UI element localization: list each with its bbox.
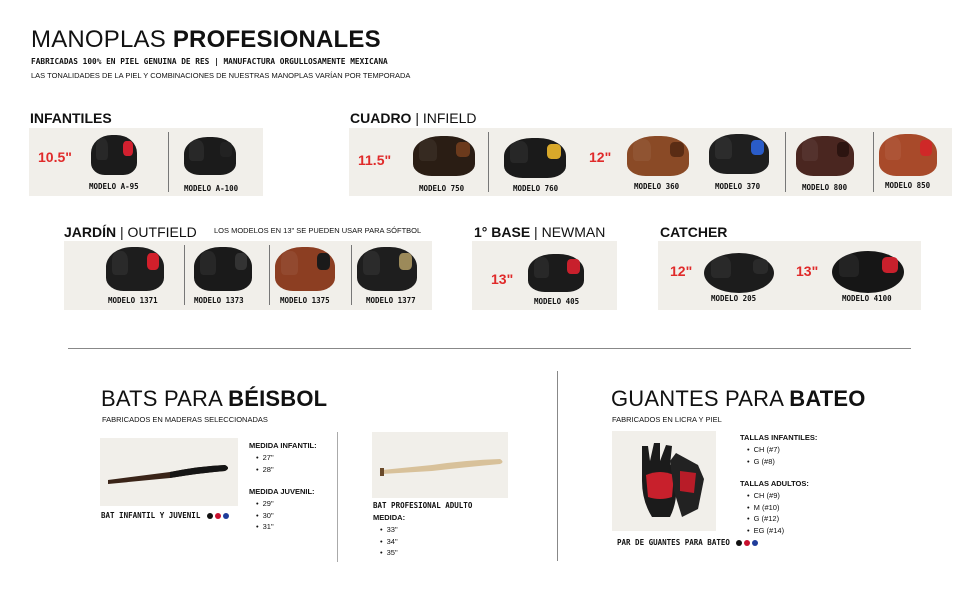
glove-image	[704, 253, 774, 293]
size-item: • 28"	[256, 464, 274, 476]
model-label: MODELO 370	[715, 182, 761, 191]
size-item: • G (#12)	[747, 513, 784, 525]
guantes-title: GUANTES PARA BATEO	[611, 386, 866, 411]
title-bold: PROFESIONALES	[172, 26, 381, 53]
model-label: MODELO 405	[534, 297, 580, 306]
medida-infantil-label: MEDIDA INFANTIL:	[249, 441, 317, 450]
glove-image	[194, 247, 252, 291]
size-item: • 31"	[256, 521, 274, 533]
divider	[184, 245, 185, 305]
medida-juvenil-list	[256, 498, 274, 533]
glove-image	[184, 137, 236, 175]
size-item: • 27"	[256, 452, 274, 464]
tallas-adultos-list	[747, 490, 784, 536]
section-cuadro-heading: CUADRO | INFIELD	[350, 110, 477, 126]
page-subtitle: FABRICADAS 100% EN PIEL GENUINA DE RES | MANUFACTURA ORGULLOSAMENTE MEXICANA	[31, 57, 388, 66]
bat-adulto-image	[372, 432, 508, 498]
glove-image	[275, 247, 335, 291]
guantes-caption: PAR DE GUANTES PARA BATEO	[617, 538, 758, 547]
model-label: MODELO 1371	[108, 296, 158, 305]
medida-adulto-label: MEDIDA:	[373, 513, 406, 522]
divider	[269, 245, 270, 305]
jardin-note: LOS MODELOS EN 13" SE PUEDEN USAR PARA SÓFTBOL	[214, 226, 422, 235]
panel-cuadro	[349, 128, 952, 196]
glove-image	[528, 254, 584, 292]
glove-image	[91, 135, 137, 175]
model-label: MODELO 750	[419, 184, 465, 193]
glove-image	[709, 134, 769, 174]
glove-image	[413, 136, 475, 176]
bat-infantil-caption: BAT INFANTIL Y JUVENIL	[101, 511, 229, 520]
color-swatch-blue	[752, 540, 758, 546]
divider	[351, 245, 352, 305]
size-item: • CH (#7)	[747, 444, 780, 456]
size-item: • 35"	[380, 547, 398, 559]
bats-subtitle: FABRICADOS EN MADERAS SELECCIONADAS	[102, 415, 268, 424]
size-item: • EG (#14)	[747, 525, 784, 537]
model-label: MODELO 760	[513, 184, 559, 193]
tallas-infantiles-label: TALLAS INFANTILES:	[740, 433, 818, 442]
size-label: 13"	[491, 271, 514, 287]
section-jardin-heading: JARDÍN | OUTFIELD	[64, 224, 197, 240]
divider	[873, 132, 874, 192]
divider	[785, 132, 786, 192]
size-label: 11.5"	[358, 152, 392, 168]
model-label: MODELO 850	[885, 181, 931, 190]
size-item: • 33"	[380, 524, 398, 536]
guantes-subtitle: FABRICADOS EN LICRA Y PIEL	[612, 415, 722, 424]
medida-infantil-list	[256, 452, 274, 475]
medida-adulto-list	[380, 524, 398, 559]
tallas-adultos-label: TALLAS ADULTOS:	[740, 479, 809, 488]
section-infantiles-heading: INFANTILES	[30, 110, 112, 126]
size-item: • CH (#9)	[747, 490, 784, 502]
panel-primera	[472, 241, 617, 310]
model-label: MODELO 360	[634, 182, 680, 191]
size-item: • 30"	[256, 510, 274, 522]
section-catcher-heading: CATCHER	[660, 224, 728, 240]
size-item: • 29"	[256, 498, 274, 510]
model-label: MODELO A-95	[89, 182, 139, 191]
glove-image	[627, 136, 689, 176]
medida-juvenil-label: MEDIDA JUVENIL:	[249, 487, 315, 496]
glove-image	[106, 247, 164, 291]
size-item: • 34"	[380, 536, 398, 548]
tallas-infantiles-list	[747, 444, 780, 467]
section-divider-vertical	[557, 371, 558, 561]
color-swatch-blue	[223, 513, 229, 519]
model-label: MODELO 1373	[194, 296, 244, 305]
size-item: • M (#10)	[747, 502, 784, 514]
section-divider	[68, 348, 911, 349]
divider	[488, 132, 489, 192]
title-light: MANOPLAS	[31, 26, 173, 53]
divider	[337, 432, 338, 562]
glove-image	[796, 136, 854, 176]
bats-title: BATS PARA BÉISBOL	[101, 386, 328, 411]
panel-jardin	[64, 241, 432, 310]
bat-infantil-image	[100, 438, 238, 506]
size-label: 13"	[796, 263, 819, 279]
page-title	[31, 26, 381, 54]
glove-image	[357, 247, 417, 291]
model-label: MODELO 1377	[366, 296, 416, 305]
page-note: LAS TONALIDADES DE LA PIEL Y COMBINACIONES DE NUESTRAS MANOPLAS VARÍAN POR TEMPORADA	[31, 71, 411, 80]
size-label: 12"	[670, 263, 693, 279]
size-label: 10.5"	[38, 149, 72, 165]
glove-image	[879, 134, 937, 176]
size-label: 12"	[589, 149, 612, 165]
panel-infantiles	[29, 128, 263, 196]
panel-catcher	[658, 241, 921, 310]
size-item: • G (#8)	[747, 456, 780, 468]
model-label: MODELO 800	[802, 183, 848, 192]
color-swatch-black	[736, 540, 742, 546]
model-label: MODELO 1375	[280, 296, 330, 305]
glove-image	[504, 138, 566, 178]
divider	[168, 132, 169, 192]
model-label: MODELO A-100	[184, 184, 239, 193]
model-label: MODELO 4100	[842, 294, 892, 303]
section-primera-heading: 1° BASE | NEWMAN	[474, 224, 606, 240]
glove-image	[832, 251, 904, 293]
model-label: MODELO 205	[711, 294, 757, 303]
guantes-image	[612, 431, 716, 531]
color-swatch-black	[207, 513, 213, 519]
color-swatch-red	[215, 513, 221, 519]
bat-adulto-caption: BAT PROFESIONAL ADULTO	[373, 501, 473, 510]
color-swatch-red	[744, 540, 750, 546]
